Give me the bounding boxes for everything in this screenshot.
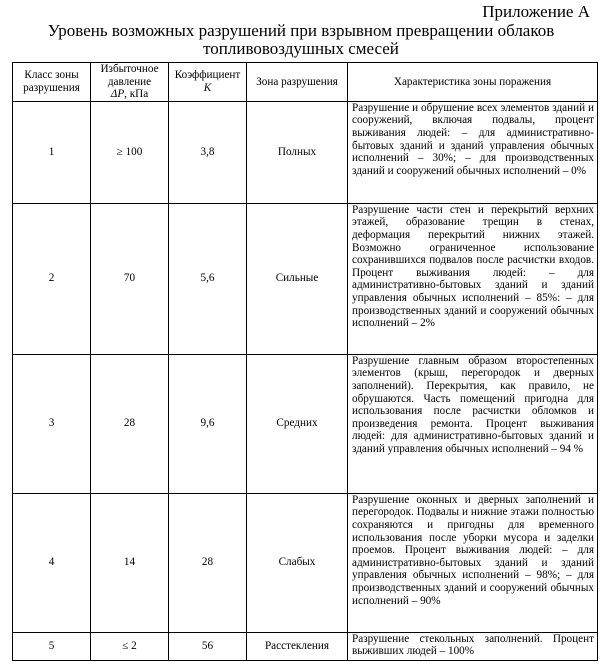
header-coef-symbol: K bbox=[203, 81, 212, 94]
table-row bbox=[13, 354, 598, 493]
cell-description: Разрушение части стен и перекрытий верхних этажей, образование трещин в стенах, деформация перекрытий нижних этажей. Возможно ограниченное использование сохранившихся подвалов после расчистки входов. Процент выживания людей: – для административно-бытовых зданий и зданий управления обычных исполнений – 85%: – для производственных зданий и сооружений обычных исполнений – 2% bbox=[348, 203, 598, 354]
cell-zone: Слабых bbox=[247, 493, 348, 632]
header-pressure-unit: , кПа bbox=[124, 88, 149, 101]
title-line-2: топливовоздушных смесей bbox=[203, 39, 399, 58]
table-row bbox=[13, 101, 598, 203]
cell-class: 1 bbox=[13, 101, 91, 203]
cell-description: Разрушение стекольных заполнений. Процент выживших людей – 100% bbox=[348, 632, 598, 660]
table-row bbox=[13, 632, 598, 660]
cell-pressure: ≥ 100 bbox=[91, 101, 169, 203]
cell-zone: Сильные bbox=[247, 203, 348, 354]
destruction-zones-table bbox=[12, 62, 598, 661]
cell-class: 2 bbox=[13, 203, 91, 354]
document-title bbox=[0, 22, 602, 58]
header-characteristic: Характеристика зоны поражения bbox=[348, 63, 598, 102]
cell-zone: Средних bbox=[247, 354, 348, 493]
cell-coefficient: 5,6 bbox=[169, 203, 247, 354]
cell-zone: Полных bbox=[247, 101, 348, 203]
cell-pressure: 28 bbox=[91, 354, 169, 493]
cell-class: 4 bbox=[13, 493, 91, 632]
cell-pressure: 14 bbox=[91, 493, 169, 632]
table-row bbox=[13, 493, 598, 632]
cell-description: Разрушение оконных и дверных заполнений и перегородок. Подвалы и нижние этажи полностью сохраняются и пригодны для временного использования после уборки мусора и заделки проемов. Процент выживания людей: – для административно-бытовых зданий и зданий управления обычных исполнений – 98%; – для производственных зданий и сооружений обычных исполнений – 90% bbox=[348, 493, 598, 632]
cell-class: 5 bbox=[13, 632, 91, 660]
header-pressure-symbol: ΔP bbox=[110, 88, 125, 101]
cell-coefficient: 28 bbox=[169, 493, 247, 632]
cell-coefficient: 9,6 bbox=[169, 354, 247, 493]
cell-pressure: ≤ 2 bbox=[91, 632, 169, 660]
header-pressure-line1: Избыточное bbox=[100, 63, 159, 75]
header-pressure-line2: давление bbox=[107, 75, 152, 88]
cell-coefficient: 56 bbox=[169, 632, 247, 660]
table-row bbox=[13, 203, 598, 354]
table-header-row bbox=[13, 63, 598, 102]
cell-class: 3 bbox=[13, 354, 91, 493]
header-coef-label: Коэффициент bbox=[174, 69, 241, 82]
header-class: Класс зоны разрушения bbox=[13, 63, 91, 102]
cell-zone: Расстекления bbox=[247, 632, 348, 660]
cell-description: Разрушение и обрушение всех элементов зданий и сооружений, включая подвалы, процент выживания людей: – для административно-бытовых зданий и зданий управления обычных исполнений – 30%; – для производственных зданий и сооружений обычных исполнений – 0% bbox=[348, 101, 598, 203]
cell-pressure: 70 bbox=[91, 203, 169, 354]
header-pressure bbox=[91, 63, 169, 102]
title-line-1: Уровень возможных разрушений при взрывном превращении облаков bbox=[47, 21, 555, 40]
appendix-label: Приложение А bbox=[482, 2, 590, 21]
cell-description: Разрушение главным образом второстепенных элементов (крыш, перегородок и дверных заполнений). Перекрытия, как правило, не обрушаются. Часть помещений пригодна для использования после расчистки обломков и произведения ремонта. Процент выживания людей: для административно-бытовых зданий и зданий управления обычных исполнений – 94 % bbox=[348, 354, 598, 493]
header-zone: Зона разрушения bbox=[247, 63, 348, 102]
header-coefficient bbox=[169, 63, 247, 102]
cell-coefficient: 3,8 bbox=[169, 101, 247, 203]
